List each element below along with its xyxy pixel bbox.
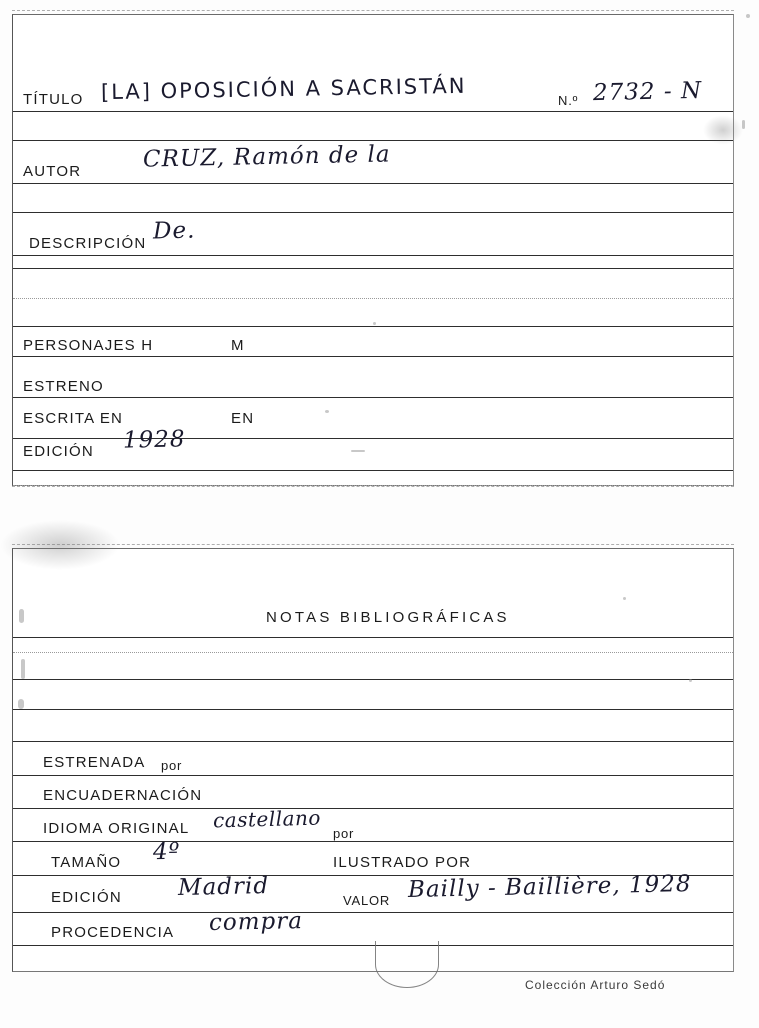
rule-line <box>13 268 733 269</box>
scan-speck <box>742 120 745 129</box>
field-label-descripcion: DESCRIPCIÓN <box>29 235 147 252</box>
field-label-personajes-h: PERSONAJES H <box>23 337 154 354</box>
field-label-autor: AUTOR <box>23 163 82 180</box>
field-value-descripcion: De. <box>152 217 196 245</box>
field-label-numero: N.º <box>558 93 579 108</box>
rule-line <box>13 945 733 946</box>
section-heading-notas-bibliograficas: NOTAS BIBLIOGRÁFICAS <box>266 609 510 626</box>
card-bottom-edge <box>12 486 734 487</box>
field-label-escrita-en: ESCRITA EN <box>23 410 124 427</box>
field-label-estrenada: ESTRENADA <box>43 754 146 771</box>
rule-line <box>13 912 733 913</box>
rule-line <box>13 255 733 256</box>
rule-line <box>13 652 733 653</box>
rule-line <box>13 470 733 471</box>
scan-speck <box>325 410 329 413</box>
field-label-personajes-m: M <box>231 337 245 354</box>
rule-line <box>13 183 733 184</box>
field-label-valor: VALOR <box>343 893 391 908</box>
field-value-numero: 2732 - N <box>592 77 703 107</box>
scan-arc-mark <box>375 941 439 988</box>
rule-line <box>13 679 733 680</box>
field-value-edicion-bottom: Madrid <box>177 873 270 901</box>
scan-speck <box>21 659 25 679</box>
collection-credit: Colección Arturo Sedó <box>525 978 666 992</box>
field-label-idioma-por: por <box>333 826 355 841</box>
rule-line <box>13 111 733 112</box>
field-value-valor: Bailly - Baillière, 1928 <box>407 871 692 903</box>
rule-line <box>13 841 733 842</box>
field-label-estreno: ESTRENO <box>23 378 104 395</box>
scan-speck <box>689 679 692 682</box>
scan-speck <box>19 609 24 623</box>
scan-speck <box>746 14 750 18</box>
scan-speck <box>18 699 24 709</box>
rule-line <box>13 212 733 213</box>
field-label-titulo: TÍTULO <box>23 91 84 108</box>
field-value-edicion: 1928 <box>122 426 186 454</box>
rule-line <box>13 356 733 357</box>
rule-line <box>13 326 733 327</box>
top-catalog-card <box>12 14 734 486</box>
rule-line <box>13 775 733 776</box>
scan-smudge <box>703 115 743 145</box>
field-value-autor: CRUZ, Ramón de la <box>142 141 391 173</box>
rule-line <box>13 298 733 299</box>
scan-speck <box>373 322 376 325</box>
bottom-catalog-card <box>12 548 734 972</box>
field-label-idioma-original: IDIOMA ORIGINAL <box>43 820 190 837</box>
rule-line <box>13 709 733 710</box>
scan-speck <box>623 597 626 600</box>
field-label-ilustrado-por: ILUSTRADO POR <box>333 854 472 871</box>
field-value-tamano: 4º <box>152 838 181 866</box>
card-top-edge <box>12 10 734 11</box>
bottom-card-top-edge <box>12 544 734 545</box>
rule-line <box>13 397 733 398</box>
rule-line <box>13 741 733 742</box>
field-label-encuadernacion: ENCUADERNACIÓN <box>43 787 203 804</box>
field-value-titulo: [LA] OPOSICIÓN A SACRISTÁN <box>100 73 467 105</box>
field-label-procedencia: PROCEDENCIA <box>51 924 175 941</box>
field-value-procedencia: compra <box>208 908 304 936</box>
field-value-idioma-original: castellano <box>212 805 322 833</box>
rule-line <box>13 637 733 638</box>
rule-line <box>13 808 733 809</box>
field-label-edicion: EDICIÓN <box>23 443 94 460</box>
scan-smudge <box>0 520 120 570</box>
rule-line <box>13 438 733 439</box>
field-label-escrita-en-2: EN <box>231 410 255 427</box>
scan-speck <box>351 450 365 452</box>
field-label-edicion-bottom: EDICIÓN <box>51 889 122 906</box>
field-label-estrenada-por: por <box>161 758 183 773</box>
field-label-tamano: TAMAÑO <box>51 854 122 871</box>
